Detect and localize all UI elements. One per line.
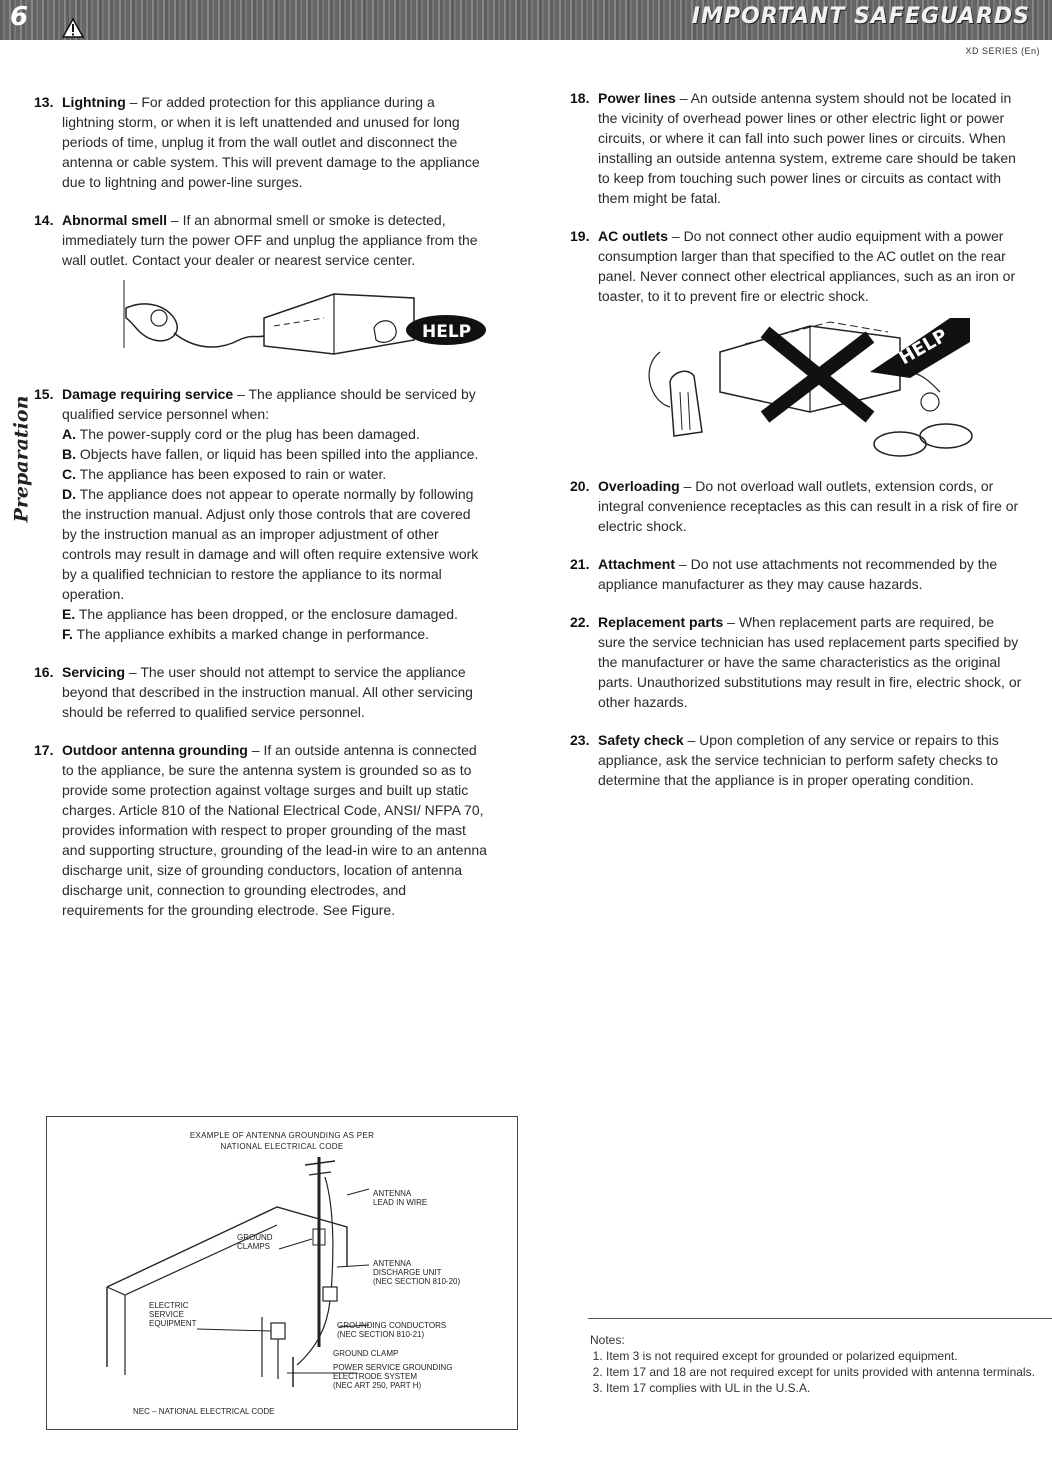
note-item: 3. Item 17 complies with UL in the U.S.A. xyxy=(606,1380,1050,1396)
sub-text: The power-supply cord or the plug has been damaged. xyxy=(76,426,420,442)
item-heading: Overloading xyxy=(598,478,680,494)
sub-letter: F. xyxy=(62,626,73,642)
sub-item-f xyxy=(62,624,489,644)
item-text: – Do not use attachments not recommended by the appliance manufacturer as they may cause hazards. xyxy=(598,556,998,592)
notes-divider xyxy=(588,1318,1052,1319)
note-item: 1. Item 3 is not required except for grounded or polarized equipment. xyxy=(606,1348,1050,1364)
item-number: 13. xyxy=(34,94,54,110)
item-20 xyxy=(570,476,1022,536)
item-text: – Upon completion of any service or repairs to this appliance, ask the service technician to perform safety checks to determine that the appliance is in proper operating condition. xyxy=(598,732,999,788)
item-number: 22. xyxy=(570,614,590,630)
label-discharge-unit: ANTENNA DISCHARGE UNIT (NEC SECTION 810-20) xyxy=(373,1259,461,1286)
overload-illustration-drawing xyxy=(570,312,1022,462)
item-text: – If an outside antenna is connected to the appliance, be sure the antenna system is grounded so as to provide some protection against voltage surges and built up static charges. Article 810 of the National Electrical Code, ANSI/ NFPA 70, provides information with respect to proper grounding of the mast and supporting structure, grounding of the lead-in wire to an antenna discharge unit, size of grounding conductors, location of antenna discharge unit, connection to grounding electrodes, and requirements for the grounding electrode. See Figure. xyxy=(62,742,487,918)
label-service-equipment: ELECTRIC SERVICE EQUIPMENT xyxy=(149,1301,197,1328)
page-header xyxy=(0,0,1052,40)
item-text: – Do not overload wall outlets, extension cords, or integral convenience receptacles as this can result in a risk of fire or electric shock. xyxy=(598,478,1019,534)
sub-letter: A. xyxy=(62,426,76,442)
overload-illustration xyxy=(570,312,1022,462)
item-text: – For added protection for this appliance during a lightning storm, or when it is left unattended and unused for long periods of time, unplug it from the wall outlet and disconnect the antenna or cable system. This will prevent damage to the appliance due to lightning and power-line surges. xyxy=(62,94,480,190)
item-heading: Safety check xyxy=(598,732,684,748)
notes-list xyxy=(590,1348,1050,1396)
item-13 xyxy=(34,92,489,192)
item-heading: Abnormal smell xyxy=(62,212,168,228)
item-text: – When replacement parts are required, be sure the service technician has used replacement parts specified by the manufacturer or have the same characteristics as the original parts. Unauthorized substitutions may result in fire, electric shock, or other hazards. xyxy=(598,614,1022,710)
item-number: 20. xyxy=(570,478,590,494)
item-number: 17. xyxy=(34,742,54,758)
note-item: 2. Item 17 and 18 are not required except for units provided with antenna terminals. xyxy=(606,1364,1050,1380)
item-number: 19. xyxy=(570,228,590,244)
item-number: 21. xyxy=(570,556,590,572)
left-column xyxy=(34,92,489,938)
item-text: – If an abnormal smell or smoke is detected, immediately turn the power OFF and unplug the appliance from the wall outlet. Contact your dealer or nearest service center. xyxy=(62,212,478,268)
sub-item-d xyxy=(62,484,489,604)
item-21 xyxy=(570,554,1022,594)
page-number: 6 xyxy=(10,2,29,32)
item-18 xyxy=(570,88,1022,208)
sub-text: The appliance does not appear to operate normally by following the instruction manual. Adjust only those controls that are covered by the instruction manual as an improper adjustment of other controls may result in damage and will often require extensive work by a qualified technician to restore the appliance to its normal operation. xyxy=(62,486,479,602)
item-16 xyxy=(34,662,489,722)
figure-caption-line2: NATIONAL ELECTRICAL CODE xyxy=(220,1142,344,1151)
sub-text: The appliance has been exposed to rain or water. xyxy=(76,466,387,482)
sub-item-a xyxy=(62,424,489,444)
item-heading: AC outlets xyxy=(598,228,668,244)
item-heading: Power lines xyxy=(598,90,676,106)
side-tab xyxy=(2,395,33,523)
notes xyxy=(590,1332,1050,1396)
help-illustration xyxy=(34,278,489,370)
help-text-right: HELP xyxy=(895,325,952,370)
sub-letter: C. xyxy=(62,466,76,482)
series-label: XD SERIES (En) xyxy=(965,46,1040,56)
label-ground-clamps: GROUND CLAMPS xyxy=(237,1233,273,1251)
item-19 xyxy=(570,226,1022,306)
item-15 xyxy=(34,384,489,644)
item-number: 18. xyxy=(570,90,590,106)
item-23 xyxy=(570,730,1022,790)
sub-letter: B. xyxy=(62,446,76,462)
item-heading: Servicing xyxy=(62,664,126,680)
antenna-grounding-figure xyxy=(46,1116,518,1430)
section-title: IMPORTANT SAFEGUARDS xyxy=(691,4,1030,29)
sub-text: The appliance exhibits a marked change in performance. xyxy=(72,626,430,642)
item-heading: Damage requiring service xyxy=(62,386,234,402)
help-illustration-drawing xyxy=(34,278,489,370)
item-number: 15. xyxy=(34,386,54,402)
notes-title: Notes: xyxy=(590,1333,625,1347)
sub-letter: D. xyxy=(62,486,76,502)
sub-item-c xyxy=(62,464,489,484)
label-nec-footer: NEC – NATIONAL ELECTRICAL CODE xyxy=(133,1407,275,1416)
item-text: – An outside antenna system should not be located in the vicinity of overhead power lines or other electric light or power circuits, or where it can fall into such power lines or circuits. When installing an outside antenna system, extreme care should be taken to keep from touching such power lines or circuits as contact with them might be fatal. xyxy=(598,90,1016,206)
side-tab-label: Preparation xyxy=(10,395,33,523)
item-number: 23. xyxy=(570,732,590,748)
sub-text: The appliance has been dropped, or the enclosure damaged. xyxy=(75,606,458,622)
figure-caption-line1: EXAMPLE OF ANTENNA GROUNDING AS PER xyxy=(189,1131,375,1140)
label-ground-clamp: GROUND CLAMP xyxy=(333,1349,399,1358)
item-heading: Outdoor antenna grounding xyxy=(62,742,248,758)
item-heading: Attachment xyxy=(598,556,676,572)
item-number: 16. xyxy=(34,664,54,680)
item-number: 14. xyxy=(34,212,54,228)
item-text: – Do not connect other audio equipment with a power consumption larger than that specified to the AC outlet on the rear panel. Never connect other electrical appliances, such as an iron or toaster, to it to prevent fire or electric shock. xyxy=(598,228,1016,304)
sub-item-e xyxy=(62,604,489,624)
item-17 xyxy=(34,740,489,920)
item-text: – The user should not attempt to service the appliance beyond that described in the instruction manual. All other servicing should be referred to qualified service personnel. xyxy=(62,664,473,720)
label-grounding-electrode: POWER SERVICE GROUNDING ELECTRODE SYSTEM (NEC ART 250, PART H) xyxy=(333,1363,453,1390)
sub-letter: E. xyxy=(62,606,76,622)
warning-icon xyxy=(62,18,84,38)
item-14 xyxy=(34,210,489,270)
right-column xyxy=(570,88,1022,808)
item-22 xyxy=(570,612,1022,712)
item-heading: Lightning xyxy=(62,94,126,110)
item-text: – The appliance should be serviced by qualified service personnel when: xyxy=(62,386,476,422)
sub-text: Objects have fallen, or liquid has been spilled into the appliance. xyxy=(76,446,479,462)
item-heading: Replacement parts xyxy=(598,614,724,630)
sub-item-b xyxy=(62,444,489,464)
help-text: HELP xyxy=(422,322,472,342)
label-antenna-lead-in: ANTENNA LEAD IN WIRE xyxy=(373,1189,428,1207)
label-grounding-conductors: GROUNDING CONDUCTORS (NEC SECTION 810-21) xyxy=(337,1321,447,1339)
